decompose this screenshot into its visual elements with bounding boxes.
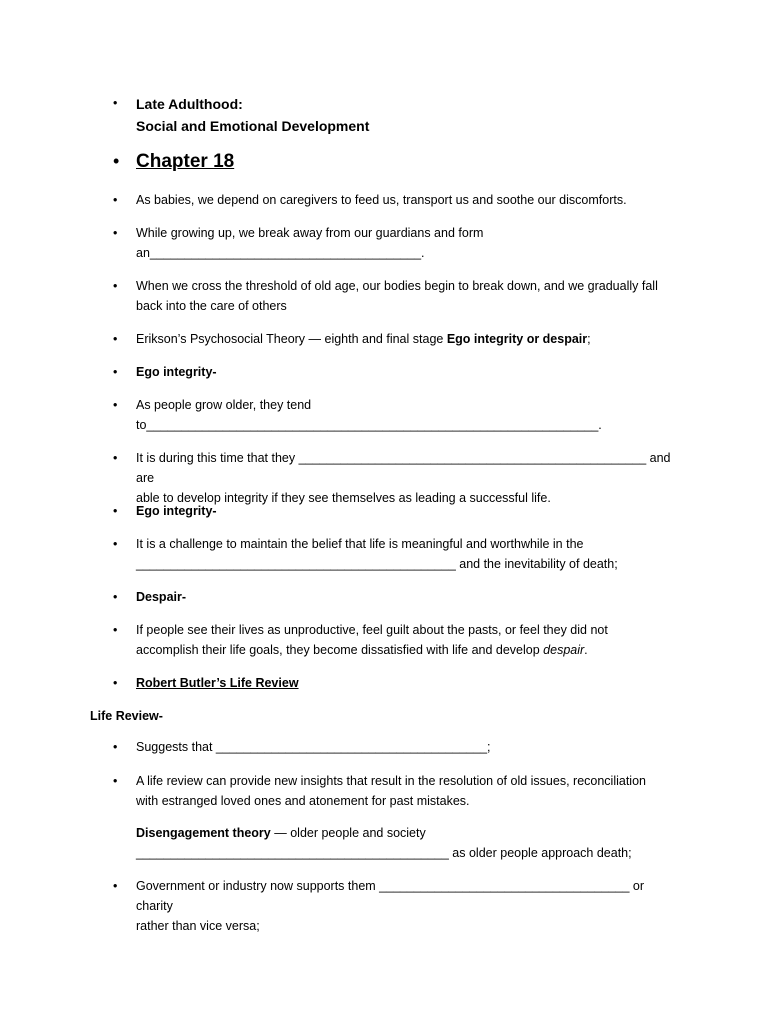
bullet: • bbox=[113, 740, 118, 754]
bullet: • bbox=[113, 279, 118, 293]
bullet: • bbox=[113, 676, 118, 690]
bullet: • bbox=[113, 151, 120, 171]
item-older-line-2: to_________________________________________________________________. bbox=[136, 418, 602, 432]
bullet: • bbox=[113, 398, 118, 412]
item-insights bbox=[136, 771, 676, 811]
item-growing-line-1: While growing up, we break away from our guardians and form bbox=[136, 226, 484, 240]
bullet: • bbox=[113, 365, 118, 379]
item-erikson bbox=[136, 329, 676, 349]
unproductive-despair: despair bbox=[543, 643, 585, 657]
item-despair: Despair- bbox=[136, 590, 187, 604]
item-government bbox=[136, 876, 676, 936]
unproductive-end: . bbox=[584, 643, 588, 657]
bullet: • bbox=[113, 774, 118, 788]
bullet: • bbox=[113, 332, 118, 346]
bullet: • bbox=[113, 537, 118, 551]
item-suggests: Suggests that _______________________________________; bbox=[136, 740, 491, 754]
disengagement-text: — older people and society bbox=[270, 826, 426, 840]
bullet: • bbox=[113, 623, 118, 637]
item-ego-integrity-1: Ego integrity- bbox=[136, 365, 217, 379]
item-ego-integrity-2: Ego integrity- bbox=[136, 504, 217, 518]
item-babies: As babies, we depend on caregivers to feed us, transport us and soothe our discomforts. bbox=[136, 193, 627, 207]
bullet: • bbox=[113, 96, 118, 110]
disengagement-line-2: _____________________________________________ as older people approach death; bbox=[136, 846, 632, 860]
erikson-text: Erikson’s Psychosocial Theory — eighth and final stage bbox=[136, 332, 447, 346]
erikson-end: ; bbox=[587, 332, 591, 346]
chapter-title: Chapter 18 bbox=[136, 151, 235, 172]
item-growing bbox=[136, 223, 676, 263]
item-unproductive bbox=[136, 620, 676, 660]
heading-line-2: Social and Emotional Development bbox=[136, 118, 370, 134]
bullet: • bbox=[113, 193, 118, 207]
life-review-heading: Life Review- bbox=[90, 709, 163, 723]
item-government-line-2: rather than vice versa; bbox=[136, 919, 260, 933]
disengagement-term: Disengagement theory bbox=[136, 826, 271, 840]
item-older bbox=[136, 395, 676, 435]
bullet: • bbox=[113, 451, 118, 465]
item-threshold-line-1: When we cross the threshold of old age, our bodies begin to break down, and we gradually fall bbox=[136, 279, 658, 293]
item-during-line-2: able to develop integrity if they see themselves as leading a successful life. bbox=[136, 491, 551, 505]
item-unproductive-line-1: If people see their lives as unproductive, feel guilt about the pasts, or feel they did not bbox=[136, 623, 608, 637]
bullet: • bbox=[113, 226, 118, 240]
heading-text bbox=[136, 93, 676, 137]
item-during bbox=[136, 448, 676, 508]
item-butler-life-review: Robert Butler’s Life Review bbox=[136, 676, 299, 690]
disengagement-paragraph bbox=[136, 823, 676, 863]
item-challenge-line-2: ______________________________________________ and the inevitability of death; bbox=[136, 557, 618, 571]
item-threshold bbox=[136, 276, 676, 316]
item-growing-line-2: an_______________________________________. bbox=[136, 246, 425, 260]
heading-line-1: Late Adulthood: bbox=[136, 96, 243, 112]
bullet: • bbox=[113, 504, 118, 518]
item-challenge bbox=[136, 534, 676, 574]
item-during-line-1: It is during this time that they __________________________________________________ and are bbox=[136, 451, 671, 485]
item-unproductive-line-2 bbox=[136, 640, 676, 660]
item-older-line-1: As people grow older, they tend bbox=[136, 398, 312, 412]
item-challenge-line-1: It is a challenge to maintain the belief that life is meaningful and worthwhile in the bbox=[136, 537, 584, 551]
bullet: • bbox=[113, 590, 118, 604]
item-government-line-1: Government or industry now supports them ____________________________________ or charity bbox=[136, 879, 645, 913]
item-threshold-line-2: back into the care of others bbox=[136, 299, 287, 313]
erikson-stage: Ego integrity or despair bbox=[446, 332, 588, 346]
item-insights-line-1: A life review can provide new insights that result in the resolution of old issues, reconciliation bbox=[136, 774, 646, 788]
disengagement-line-1 bbox=[136, 823, 676, 843]
bullet: • bbox=[113, 879, 118, 893]
item-insights-line-2: with estranged loved ones and atonement for past mistakes. bbox=[136, 794, 470, 808]
unproductive-text: accomplish their life goals, they become dissatisfied with life and develop bbox=[136, 643, 544, 657]
